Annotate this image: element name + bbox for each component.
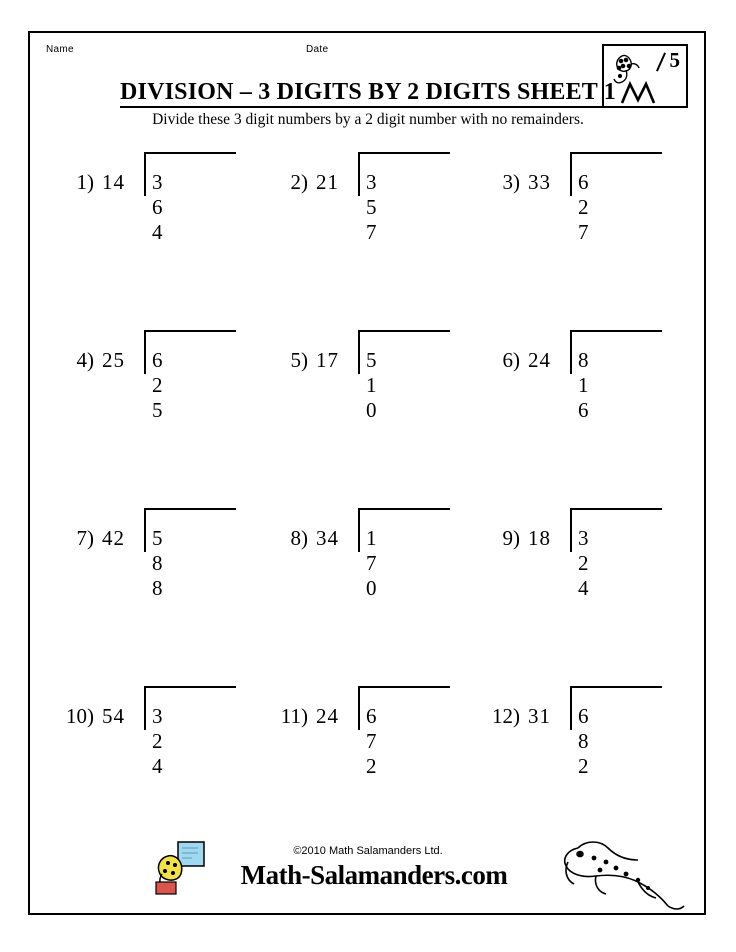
- problem-number: 5): [290, 348, 308, 372]
- problems-grid: [46, 150, 690, 778]
- name-label: Name: [46, 44, 74, 55]
- dividend: 3 6 4: [152, 170, 170, 244]
- problem-row: [46, 150, 690, 328]
- dividend: 6 7 2: [366, 704, 384, 778]
- dividend: 6 2 7: [578, 170, 596, 244]
- dividend: 8 1 6: [578, 348, 596, 422]
- dividend: 6 8 2: [578, 704, 596, 778]
- page-subtitle: Divide these 3 digit numbers by a 2 digit number with no remainders.: [152, 111, 584, 128]
- date-label: Date: [306, 44, 329, 55]
- dividend: 3 2 4: [152, 704, 170, 778]
- divisor: 33: [528, 170, 551, 194]
- grade-number: 5: [669, 48, 680, 72]
- divisor: 24: [528, 348, 551, 372]
- divisor: 31: [528, 704, 551, 728]
- dividend: 1 7 0: [366, 526, 384, 600]
- dividend: 5 8 8: [152, 526, 170, 600]
- problem-row: [46, 328, 690, 506]
- page-title-text: DIVISION – 3 DIGITS BY 2 DIGITS SHEET 1: [120, 79, 616, 108]
- dividend: 6 2 5: [152, 348, 170, 422]
- divisor: 17: [316, 348, 339, 372]
- problem-number: 9): [502, 526, 520, 550]
- divisor: 54: [102, 704, 125, 728]
- divisor: 21: [316, 170, 339, 194]
- problem-number: 2): [290, 170, 308, 194]
- divisor: 18: [528, 526, 551, 550]
- problem-number: 4): [76, 348, 94, 372]
- divisor: 25: [102, 348, 125, 372]
- dividend: 3 2 4: [578, 526, 596, 600]
- problem-number: 3): [502, 170, 520, 194]
- problem-row: [46, 506, 690, 684]
- problem-number: 8): [290, 526, 308, 550]
- brand-name: Math-Salamanders.com: [240, 860, 508, 890]
- problem-number: 11): [280, 704, 308, 728]
- worksheet-header: [46, 44, 646, 60]
- page-title: [0, 79, 736, 106]
- problem-number: 10): [66, 704, 94, 728]
- problem-number: 6): [502, 348, 520, 372]
- divisor: 24: [316, 704, 339, 728]
- copyright-text: ©2010 Math Salamanders Ltd.: [293, 845, 443, 857]
- salamander-icon: [556, 830, 686, 916]
- dividend: 3 5 7: [366, 170, 384, 244]
- dividend: 5 1 0: [366, 348, 384, 422]
- problem-number: 7): [76, 526, 94, 550]
- problem-number: 1): [76, 170, 94, 194]
- divisor: 14: [102, 170, 125, 194]
- divisor: 34: [316, 526, 339, 550]
- divisor: 42: [102, 526, 125, 550]
- problem-number: 12): [492, 704, 520, 728]
